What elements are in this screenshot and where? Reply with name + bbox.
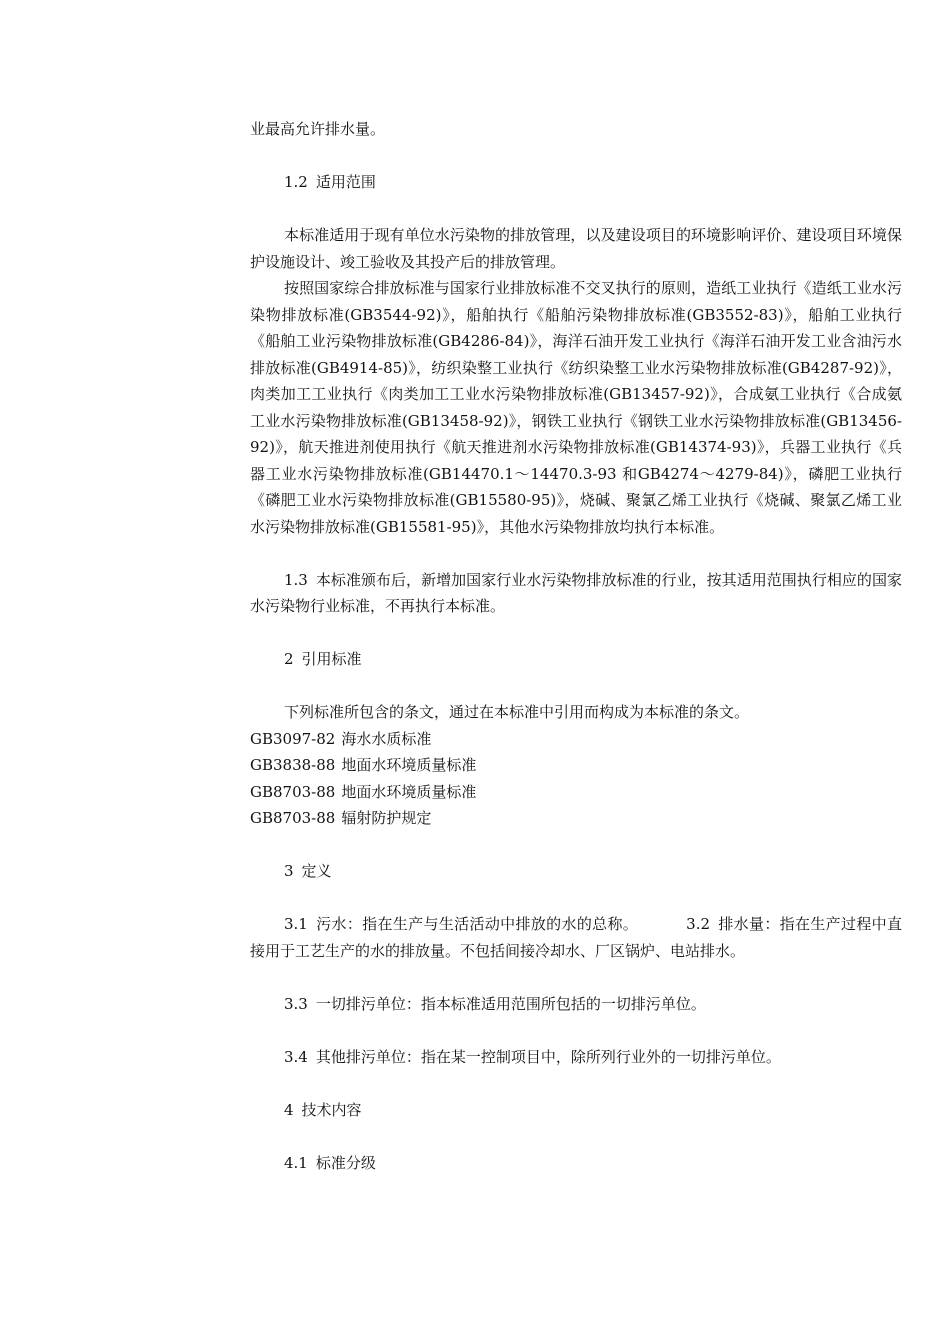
clause-number: 3.1 <box>284 915 308 933</box>
clause-text: 排水量：指在生产过程中直接用于工艺生产的水的排放量。不包括间接冷却水、厂区锅炉、电站排水。 <box>250 915 902 960</box>
clause-number: 1.3 <box>284 570 308 589</box>
section-number: 2 <box>284 650 294 668</box>
clause-text: 一切排污单位：指本标准适用范围所包括的一切排污单位。 <box>315 994 706 1013</box>
reference-code: GB3838-88 <box>250 756 336 774</box>
reference-intro: 下列标准所包含的条文，通过在本标准中引用而构成为本标准的条文。 <box>284 703 750 721</box>
section-number: 3 <box>284 862 294 880</box>
reference-item <box>250 752 902 779</box>
section-heading-4-1 <box>250 1150 902 1177</box>
clause-text: 其他排污单位：指在某一控制项目中，除所列行业外的一切排污单位。 <box>315 1047 781 1066</box>
reference-item <box>250 726 902 753</box>
section-title: 定义 <box>301 862 332 880</box>
scope-paragraph-2: 按照国家综合排放标准与国家行业排放标准不交叉执行的原则，造纸工业执行《造纸工业水污染物排放标准(GB3544-92)》，船舶执行《船舶污染物排放标准(GB3552-83)》，船舶工业执行《船舶工业污染物排放标准(GB4286-84)》，海洋石油开发工业执行《海洋石油开发工业含油污水排放标准(GB4914-85)》，纺织染整工业执行《纺织染整工业水污染物排放标准(GB4287-92)》，肉类加工工业执行《肉类加工工业水污染物排放标准(GB13457-92)》，合成氨工业执行《合成氨工业水污染物排放标准(GB13458-92)》，钢铁工业执行《钢铁工业水污染物排放标准(GB13456-92)》，航天推进剂使用执行《航天推进剂水污染物排放标准(GB14374-93)》，兵器工业执行《兵器工业水污染物排放标准(GB14470.1～14470.3-93 和GB4274～4279-84)》，磷肥工业执行《磷肥工业水污染物排放标准(GB15580-95)》，烧碱、聚氯乙烯工业执行《烧碱、聚氯乙烯工业水污染物排放标准(GB15581-95)》，其他水污染物排放均执行本标准。 <box>250 279 902 536</box>
section-title: 引用标准 <box>301 650 362 668</box>
clause-number: 3.4 <box>284 1047 308 1066</box>
reference-item <box>250 779 902 806</box>
section-number: 1.2 <box>284 173 308 191</box>
section-heading-4 <box>250 1097 902 1124</box>
reference-code: GB8703-88 <box>250 809 336 827</box>
section-heading-1-2 <box>250 169 902 196</box>
section-heading-2 <box>250 646 902 673</box>
definition-3-4 <box>250 1044 902 1071</box>
reference-item <box>250 805 902 832</box>
clause-number: 3.2 <box>686 915 711 933</box>
scope-paragraph-1: 本标准适用于现有单位水污染物的排放管理，以及建设项目的环境影响评价、建设项目环境保护设施设计、竣工验收及其投产后的排放管理。 <box>250 226 902 271</box>
reference-title: 海水水质标准 <box>341 729 432 748</box>
clause-text: 污水：指在生产与生活活动中排放的水的总称。 <box>315 915 639 933</box>
section-title: 标准分级 <box>315 1153 376 1172</box>
clause-1-3 <box>250 567 902 620</box>
definition-3-3 <box>250 991 902 1018</box>
section-number: 4 <box>284 1100 294 1119</box>
section-title: 技术内容 <box>301 1100 362 1119</box>
section-title: 适用范围 <box>315 173 376 191</box>
definitions-3-1-3-2 <box>250 911 902 964</box>
continued-paragraph: 业最高允许排水量。 <box>250 120 386 138</box>
reference-code: GB8703-88 <box>250 782 336 801</box>
reference-title: 辐射防护规定 <box>341 809 432 827</box>
section-number: 4.1 <box>284 1153 308 1172</box>
section-heading-3 <box>250 858 902 885</box>
reference-code: GB3097-82 <box>250 729 336 748</box>
reference-title: 地面水环境质量标准 <box>341 782 477 801</box>
clause-number: 3.3 <box>284 994 308 1013</box>
reference-title: 地面水环境质量标准 <box>341 756 477 774</box>
document-page <box>250 116 902 1176</box>
clause-text: 本标准颁布后，新增加国家行业水污染物排放标准的行业，按其适用范围执行相应的国家水污染物行业标准，不再执行本标准。 <box>250 570 902 615</box>
reference-list <box>250 726 902 832</box>
